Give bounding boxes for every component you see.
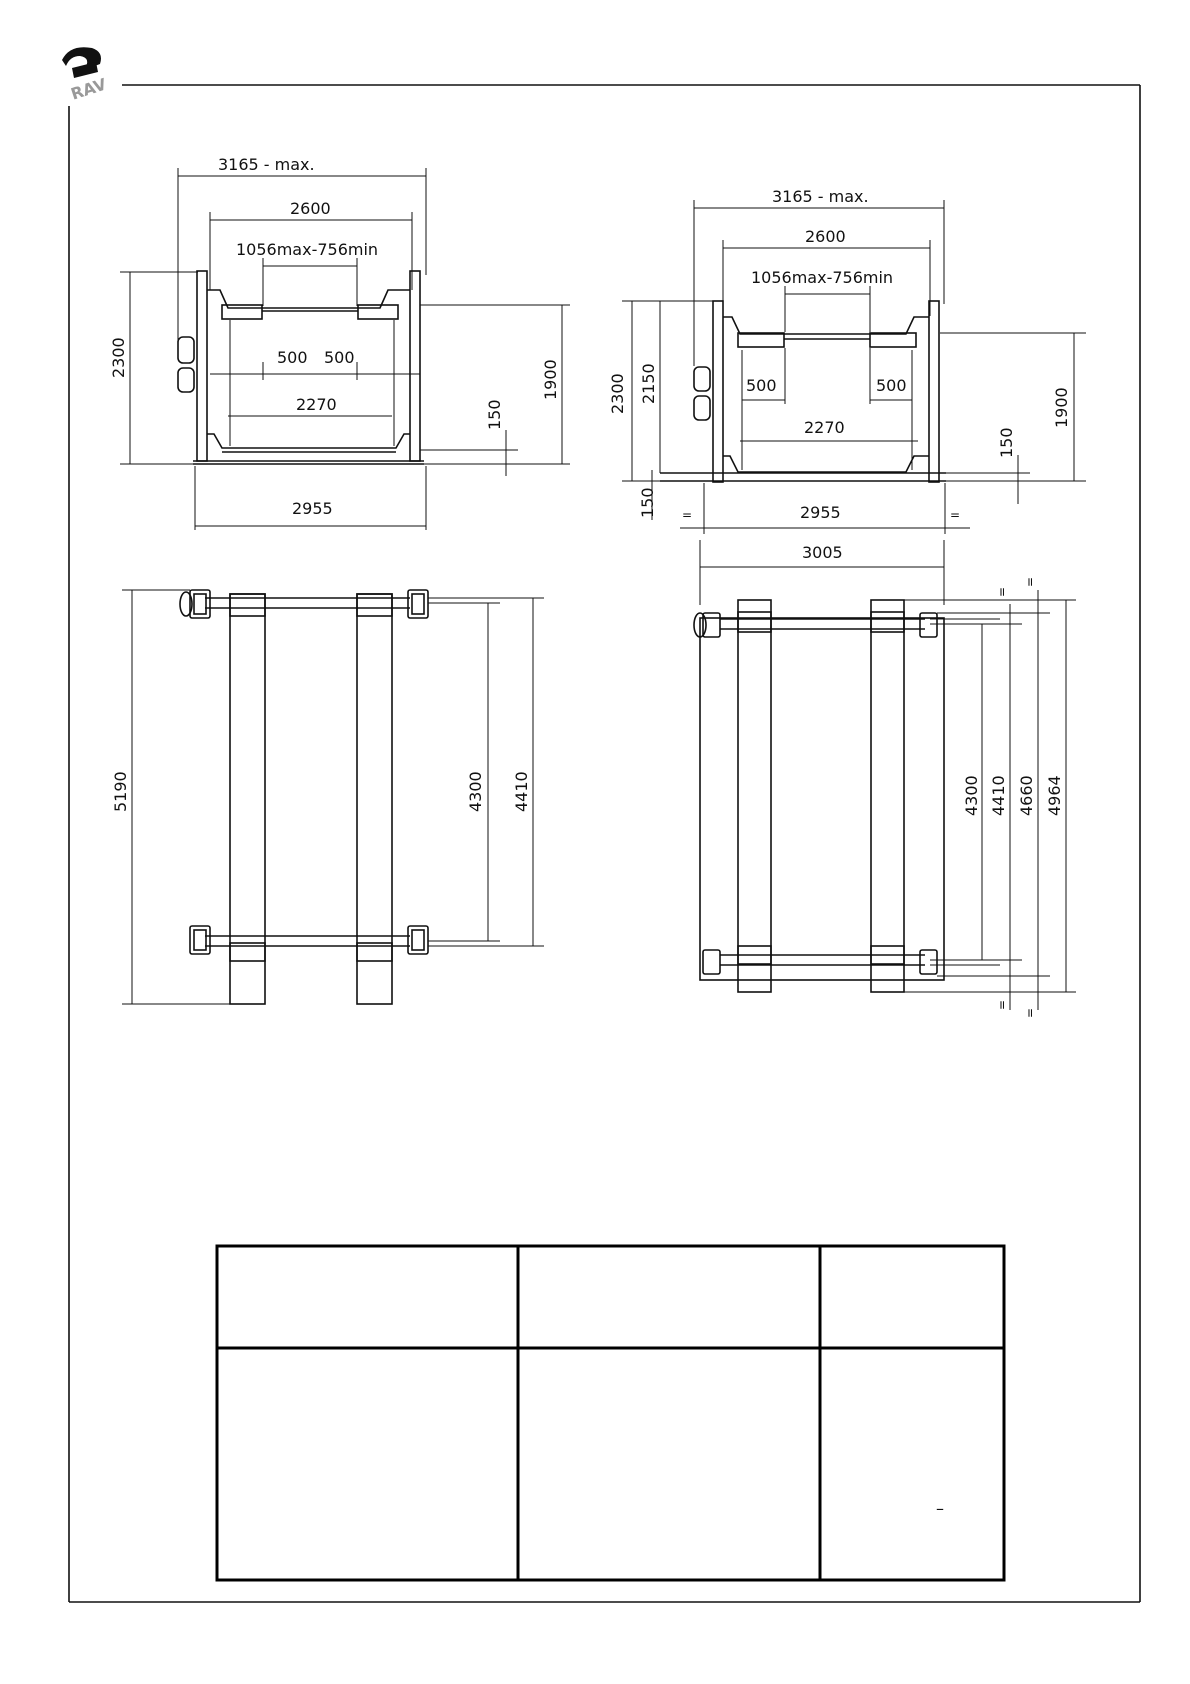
equal-mark: = — [682, 508, 693, 522]
dim-overall-width: 3165 - max. — [218, 155, 315, 174]
right-plan-view — [694, 577, 1076, 1018]
logo-text: RAV — [68, 74, 109, 104]
equal-mark: = — [950, 508, 961, 522]
dim-column-height: 2300 — [608, 373, 627, 414]
dim-arm-left: 500 — [277, 348, 308, 367]
title-block — [217, 1246, 1004, 1580]
dim-ground-clearance: 150 — [485, 399, 504, 430]
dim-total-width: 3005 — [802, 543, 843, 562]
dim-overall-length: 5190 — [111, 771, 130, 812]
dim-length: 4410 — [512, 771, 531, 812]
dim-lift-height: 1900 — [1052, 387, 1071, 428]
dim-base-width: 2955 — [800, 503, 841, 522]
dim-arm-span: 1056max-756min — [751, 268, 894, 287]
dim-base-width: 2955 — [292, 499, 333, 518]
dim-base-offset: 150 — [638, 487, 657, 518]
equal-mark: = — [1023, 576, 1037, 587]
dim-inner-width: 2270 — [296, 395, 337, 414]
title-block-mark: – — [936, 1499, 944, 1518]
dim-arm-right: 500 — [324, 348, 355, 367]
dim-column-height-inner: 2150 — [639, 363, 658, 404]
dim-column-height: 2300 — [109, 337, 128, 378]
dim-wheelbase: 4300 — [466, 771, 485, 812]
dim-width: 2600 — [805, 227, 846, 246]
dim-wheelbase: 4300 — [962, 775, 981, 816]
dim-lift-height: 1900 — [541, 359, 560, 400]
equal-mark: = — [1023, 1007, 1037, 1018]
dim-width: 2600 — [290, 199, 331, 218]
rav-logo-icon — [62, 47, 109, 104]
dim-inner-width: 2270 — [804, 418, 845, 437]
dim-arm-right: 500 — [876, 376, 907, 395]
dim-ground-clearance: 150 — [997, 427, 1016, 458]
right-front-view — [608, 187, 1086, 605]
dim-length: 4410 — [989, 775, 1008, 816]
equal-mark: = — [995, 586, 1009, 597]
dim-arm-span: 1056max-756min — [236, 240, 379, 259]
left-plan-view — [111, 590, 544, 1004]
dim-overall-width: 3165 - max. — [772, 187, 869, 206]
dim-arm-left: 500 — [746, 376, 777, 395]
dim-length-2: 4660 — [1017, 775, 1036, 816]
left-front-view — [109, 155, 570, 530]
dim-overall-length: 4964 — [1045, 775, 1064, 816]
equal-mark: = — [995, 999, 1009, 1010]
